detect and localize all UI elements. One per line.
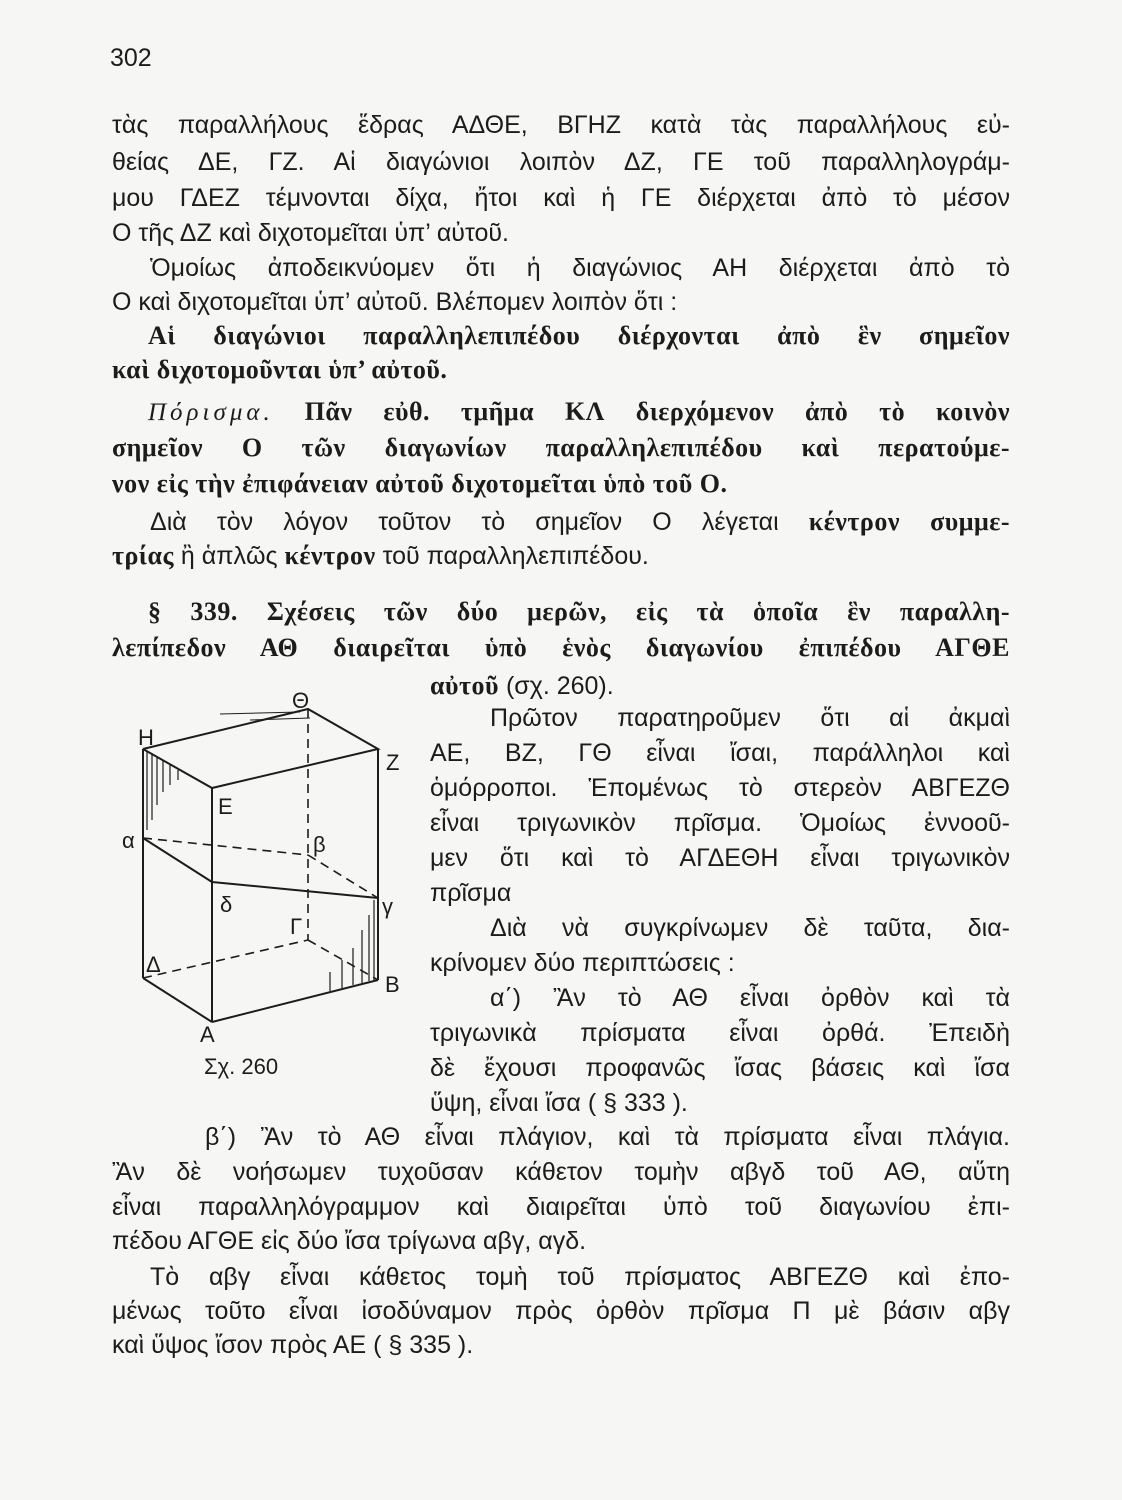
bold-text: σημεῖον Ο τῶν διαγωνίων παραλληλεπιπέδου καὶ περατούμε- <box>112 433 1010 462</box>
body-text: τριγωνικὰ πρίσματα εἶναι ὀρθά. Ἐπειδὴ <box>430 1019 1010 1047</box>
body-text: μου ΓΔΕΖ τέμνονται δίχα, ἤτοι καὶ ἡ ΓΕ διέρχεται ἀπὸ τὸ μέσον <box>112 184 1010 212</box>
italic-text: Πόρισμα. <box>148 399 274 426</box>
body-text: τὰς παραλλήλους ἕδρας ΑΔΘΕ, ΒΓΗΖ κατὰ τὰς παραλλήλους εὐ- <box>112 111 1010 139</box>
label-Theta: Θ <box>292 690 310 713</box>
body-text: εἶναι παραλληλόγραμμον καὶ διαιρεῖται ὑπὸ τοῦ διαγωνίου ἐπι- <box>112 1193 1010 1221</box>
bold-text: κέντρον <box>284 541 376 570</box>
text-line <box>430 671 1010 701</box>
text-line <box>112 1296 1010 1326</box>
bold-text: Πᾶν εὐθ. τμῆμα ΚΛ διερχόμενον ἀπὸ τὸ κοινὸν <box>273 397 1010 426</box>
text-line <box>430 878 1010 908</box>
text-line <box>430 843 1010 873</box>
body-text: Ο τῆς ΔΖ καὶ διχοτομεῖται ὑπ’ αὐτοῦ. <box>112 219 509 247</box>
body-text: εἶναι τριγωνικὸν πρῖσμα. Ὁμοίως ἐννοοῦ- <box>430 809 1010 837</box>
body-text: β΄) Ἂν τὸ ΑΘ εἶναι πλάγιον, καὶ τὰ πρίσματα εἶναι πλάγια. <box>205 1123 1010 1151</box>
body-text: Ο καὶ διχοτομεῖται ὑπ’ αὐτοῦ. Βλέπομεν λοιπὸν ὅτι : <box>112 288 678 316</box>
body-text: θείας ΔΕ, ΓΖ. Αἱ διαγώνιοι λοιπὸν ΔΖ, ΓΕ τοῦ παραλληλογράμ- <box>112 148 1010 176</box>
text-line <box>112 433 1010 463</box>
text-line <box>490 703 1010 733</box>
label-H: Η <box>138 725 154 750</box>
text-line <box>112 355 1010 385</box>
parallelepiped-diagram <box>110 690 430 1090</box>
text-line <box>112 110 1010 140</box>
text-line <box>430 1018 1010 1048</box>
body-text: Διὰ τὸν λόγον τοῦτον τὸ σημεῖον Ο λέγεται <box>150 508 809 536</box>
body-text: α΄) Ἂν τὸ ΑΘ εἶναι ὀρθὸν καὶ τὰ <box>490 984 1010 1012</box>
label-Gamma: Γ <box>290 914 303 939</box>
body-text: Ὁμοίως ἀποδεικνύομεν ὅτι ἡ διαγώνιος ΑΗ διέρχεται ἀπὸ τὸ <box>150 254 1010 282</box>
bold-text: Αἱ διαγώνιοι παραλληλεπιπέδου διέρχονται ἀπὸ ἓν σημεῖον <box>148 321 1010 350</box>
edge-Delta-A <box>143 978 212 1022</box>
text-line <box>112 1192 1010 1222</box>
label-B: Β <box>385 972 400 997</box>
body-text: Ἂν δὲ νοήσωμεν τυχοῦσαν κάθετον τομὴν αβγδ τοῦ ΑΘ, αὕτη <box>112 1158 1010 1186</box>
text-line <box>112 1330 1010 1360</box>
body-text: ἢ ἁπλῶς <box>173 542 285 570</box>
text-line <box>112 218 1010 248</box>
label-alpha: α <box>122 828 135 853</box>
body-text: μένως τοῦτο εἶναι ἰσοδύναμον πρὸς ὀρθὸν πρῖσμα Π μὲ βάσιν αβγ <box>112 1297 1010 1325</box>
body-text: Τὸ αβγ εἶναι κάθετος τομὴ τοῦ πρίσματος ΑΒΓΕΖΘ καὶ ἐπο- <box>150 1263 1010 1291</box>
body-text: τοῦ παραλληλεπιπέδου. <box>375 542 649 570</box>
text-line <box>112 1157 1010 1187</box>
bold-text: § 339. Σχέσεις τῶν δύο μερῶν, εἰς τὰ ὁποῖα ἓν παραλλη- <box>148 597 1010 626</box>
bold-text: τρίας <box>112 541 174 570</box>
text-line <box>148 397 1010 427</box>
bold-text: κέντρον συμμε- <box>808 507 1010 536</box>
label-beta: β <box>313 832 326 857</box>
body-text: καὶ ὕψος ἴσον πρὸς ΑΕ ( § 335 ). <box>112 1331 474 1359</box>
page-number: 302 <box>110 44 152 72</box>
text-line <box>112 183 1010 213</box>
text-line <box>112 287 1010 317</box>
text-line <box>490 913 1010 943</box>
text-line <box>150 1262 1010 1292</box>
text-line <box>112 147 1010 177</box>
figure-caption: Σχ. 260 <box>204 1054 279 1079</box>
body-text: πρῖσμα <box>430 879 512 907</box>
bold-text: νον εἰς τὴν ἐπιφάνειαν αὐτοῦ διχοτομεῖται ὑπὸ τοῦ Ο. <box>112 469 728 498</box>
text-line <box>430 1088 1010 1118</box>
text-line <box>430 773 1010 803</box>
text-line <box>430 808 1010 838</box>
body-text: πέδου ΑΓΘΕ εἰς δύο ἴσα τρίγωνα αβγ, αγδ. <box>112 1227 587 1255</box>
body-text: δὲ ἔχουσι προφανῶς ἴσας βάσεις καὶ ἴσα <box>430 1054 1010 1082</box>
text-line <box>112 633 1010 663</box>
bold-text: αὐτοῦ <box>430 671 499 700</box>
hidden-edge-Delta-Gamma <box>143 940 308 978</box>
edge-A-B <box>212 980 378 1022</box>
bold-text: καὶ διχοτομοῦνται ὑπ’ αὐτοῦ. <box>112 355 448 384</box>
text-line <box>490 983 1010 1013</box>
text-line <box>148 321 1010 351</box>
shading-hatch <box>147 712 374 991</box>
body-text: Πρῶτον παρατηροῦμεν ὅτι αἱ ἀκμαὶ <box>490 704 1010 732</box>
bold-text: λεπίπεδον ΑΘ διαιρεῖται ὑπὸ ἑνὸς διαγωνίου ἐπιπέδου ΑΓΘΕ <box>112 633 1010 662</box>
body-text: Διὰ νὰ συγκρίνωμεν δὲ ταῦτα, δια- <box>490 914 1010 942</box>
text-line <box>112 469 1010 499</box>
label-Z: Ζ <box>386 750 400 775</box>
text-line <box>150 507 1010 537</box>
label-delta: δ <box>220 892 233 917</box>
body-text: (σχ. 260). <box>499 672 614 700</box>
text-line <box>430 948 1010 978</box>
text-line <box>205 1122 1010 1152</box>
text-line <box>112 541 1010 571</box>
text-line <box>148 597 1010 627</box>
section-delta-gamma <box>212 882 378 898</box>
body-text: ὁμόρροποι. Ἑπομένως τὸ στερεὸν ΑΒΓΕΖΘ <box>430 774 1010 802</box>
hidden-edge-Gamma-B <box>308 940 378 980</box>
text-line <box>430 738 1010 768</box>
label-Delta: Δ <box>146 952 161 977</box>
label-A: Α <box>200 1022 215 1047</box>
hidden-alpha-beta <box>143 838 308 855</box>
figure-260 <box>110 690 430 1090</box>
text-line <box>150 253 1010 283</box>
body-text: κρίνομεν δύο περιπτώσεις : <box>430 949 735 977</box>
body-text: ΑΕ, ΒΖ, ΓΘ εἶναι ἴσαι, παράλληλοι καὶ <box>430 739 1010 767</box>
body-text: ὕψη, εἶναι ἴσα ( § 333 ). <box>430 1089 688 1117</box>
section-alpha-delta <box>143 838 212 882</box>
text-line <box>112 1226 1010 1256</box>
body-text: μεν ὅτι καὶ τὸ ΑΓΔΕΘΗ εἶναι τριγωνικὸν <box>430 844 1010 872</box>
label-E: Ε <box>218 794 233 819</box>
label-gamma: γ <box>382 894 393 919</box>
text-line <box>430 1053 1010 1083</box>
